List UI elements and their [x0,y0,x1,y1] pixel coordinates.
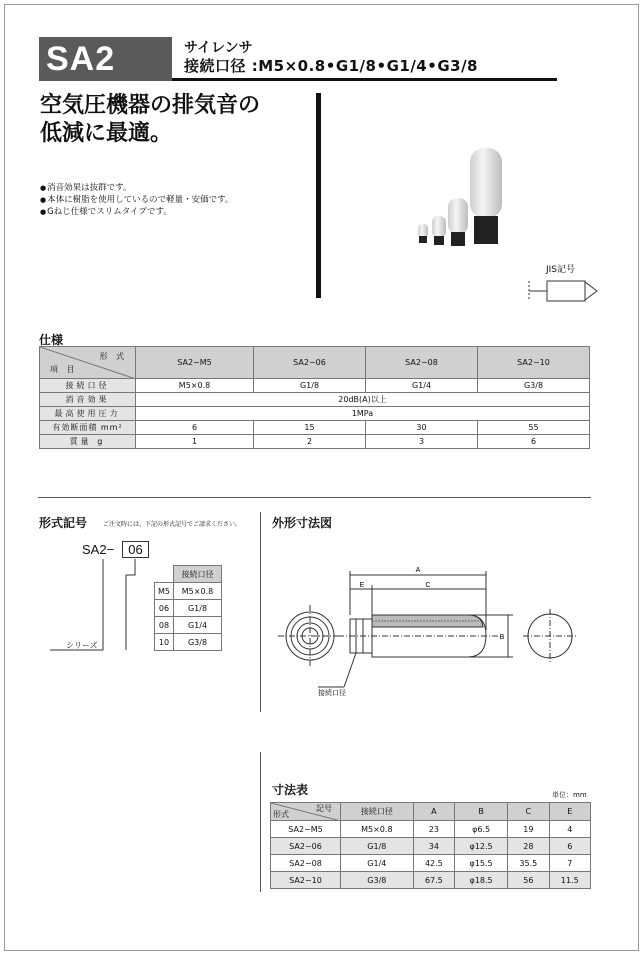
dims-cell: 67.5 [413,872,454,889]
headline-line-2: 低減に最適。 [40,121,173,146]
dims-cell: 28 [508,838,549,855]
code-cell: M5 [155,583,174,600]
dims-cell: 4 [549,821,590,838]
spec-cell: 55 [477,421,589,435]
spec-corner [40,347,136,379]
model-code-example: 06 [122,541,149,558]
dims-cell: φ15.5 [455,855,508,872]
dims-table [270,802,591,889]
product-subtitle: 接続口径 :M5×0.8•G1/8•G1/4•G3/8 [184,57,478,75]
dims-header: E [549,803,590,821]
product-photo [390,128,530,250]
code-cell: 06 [155,600,174,617]
corner-top: 記号 [316,804,332,813]
dims-row [271,855,591,872]
code-row [155,617,222,634]
spec-cell: 15 [254,421,366,435]
dims-cell: M5×0.8 [341,821,414,838]
dims-cell: SA2−08 [271,855,341,872]
dim-label-e: E [359,582,365,589]
dims-row [271,821,591,838]
spec-row [40,393,590,407]
jis-symbol [527,273,607,303]
dims-header: C [508,803,549,821]
dim-label-c: C [425,582,431,589]
feature-item: ● 消音効果は抜群です。 [40,182,233,194]
dims-cell: 42.5 [413,855,454,872]
dims-cell: 35.5 [508,855,549,872]
dims-cell: 34 [413,838,454,855]
dim-label-a: A [415,567,421,574]
jis-label: JIS記号 [546,265,576,275]
column-rule [260,512,261,712]
vertical-divider [316,93,321,298]
spec-label: 有効断面積 mm² [40,421,136,435]
spec-cell: 3 [366,435,478,449]
spec-row [40,435,590,449]
section-rule [38,497,591,498]
spec-cell: 1 [136,435,254,449]
dims-cell: G1/8 [341,838,414,855]
corner-top: 形 式 [99,352,127,361]
spec-cell: G1/8 [254,379,366,393]
dims-row [271,872,591,889]
dims-header: B [455,803,508,821]
product-title: サイレンサ [184,40,253,56]
corner-bottom: 形式 [273,810,289,819]
dims-cell: SA2−06 [271,838,341,855]
spec-label: 質量 g [40,435,136,449]
spec-label: 消音効果 [40,393,136,407]
spec-row [40,407,590,421]
column-rule [260,752,261,892]
headline [40,92,260,148]
feature-item: ● Gねじ仕様でスリムタイプです。 [40,206,233,218]
code-cell: G1/4 [174,617,222,634]
spec-cell: 20dB(A)以上 [136,393,590,407]
model-code-note: ご注文時には、下記の形式記号でご請求ください。 [103,521,242,528]
outline-drawing [268,545,598,705]
dims-unit: 単位：mm [552,791,587,799]
feature-item: ● 本体に樹脂を使用しているので軽量・安価です。 [40,194,233,206]
model-code-table [154,565,222,651]
dims-cell: G1/4 [341,855,414,872]
dims-corner [271,803,341,821]
dims-cell: 6 [549,838,590,855]
spec-cell: 6 [136,421,254,435]
dims-cell: SA2−10 [271,872,341,889]
spec-cell: 6 [477,435,589,449]
dims-title: 寸法表 [272,783,309,797]
model-code-title: 形式記号 [39,516,88,530]
dim-label-b: B [499,634,505,641]
code-row [155,583,222,600]
spec-table [39,346,590,449]
spec-cell: 2 [254,435,366,449]
spec-row [40,421,590,435]
feature-list [40,182,233,218]
dims-header: 接続口径 [341,803,414,821]
model-header: SA2−M5 [136,347,254,379]
code-table-header: 接続口径 [174,566,222,583]
spec-cell: 1MPa [136,407,590,421]
spec-label: 最高使用圧力 [40,407,136,421]
dims-cell: φ18.5 [455,872,508,889]
corner-bottom: 項 目 [50,365,78,374]
spec-cell: 30 [366,421,478,435]
outline-title: 外形寸法図 [272,516,333,530]
code-cell: G1/8 [174,600,222,617]
dims-cell: φ12.5 [455,838,508,855]
dims-cell: SA2−M5 [271,821,341,838]
dims-row [271,838,591,855]
dims-cell: 23 [413,821,454,838]
model-header: SA2−08 [366,347,478,379]
spec-cell: G3/8 [477,379,589,393]
dims-cell: 7 [549,855,590,872]
dims-cell: 19 [508,821,549,838]
code-row [155,600,222,617]
spec-cell: M5×0.8 [136,379,254,393]
spec-row [40,379,590,393]
code-cell: 08 [155,617,174,634]
dims-cell: 56 [508,872,549,889]
dims-cell: G3/8 [341,872,414,889]
spec-label: 接続口径 [40,379,136,393]
port-leader-label: 接続口径 [318,689,346,697]
code-cell: M5×0.8 [174,583,222,600]
spec-cell: G1/4 [366,379,478,393]
series-label: シリーズ [66,641,98,650]
spec-title: 仕様 [39,333,64,347]
code-cell: G3/8 [174,634,222,651]
code-cell: 10 [155,634,174,651]
dims-header: A [413,803,454,821]
model-code-prefix: SA2− [82,542,115,557]
model-badge: SA2 [39,37,172,81]
code-row [155,634,222,651]
model-header: SA2−06 [254,347,366,379]
dims-cell: φ6.5 [455,821,508,838]
model-header: SA2−10 [477,347,589,379]
header-rule [172,78,557,81]
headline-line-1: 空気圧機器の排気音の [40,93,261,118]
dims-cell: 11.5 [549,872,590,889]
